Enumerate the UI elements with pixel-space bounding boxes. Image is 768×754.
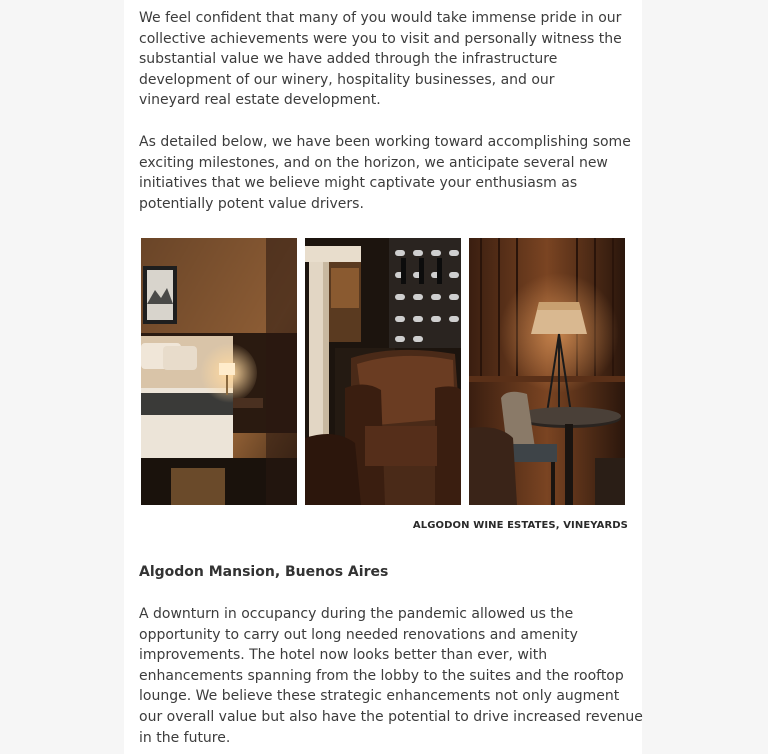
text-line: potentially potent value drivers.	[139, 195, 364, 212]
milestones-paragraph	[139, 132, 631, 214]
text-line: lounge. We believe these strategic enhancements not only augment	[139, 688, 620, 705]
photo-caption: ALGODON WINE ESTATES, VINEYARDS	[412, 520, 628, 531]
text-line: in the future.	[139, 729, 231, 746]
text-line: A downturn in occupancy during the pandemic allowed us the	[139, 606, 574, 622]
section-heading: Algodon Mansion, Buenos Aires	[139, 564, 389, 580]
text-line: opportunity to carry out long needed renovations and amenity	[139, 626, 578, 643]
text-line: substantial value we have added through the infrastructure	[139, 51, 558, 68]
lounge-chair-photo	[305, 238, 461, 505]
mansion-paragraph	[139, 604, 643, 748]
text-line: exciting milestones, and on the horizon, we anticipate several new	[139, 154, 608, 171]
text-line: development of our winery, hospitality businesses, and our	[139, 71, 555, 88]
text-line: collective achievements were you to visit and personally witness the	[139, 30, 622, 47]
lamp-table-photo	[469, 238, 625, 505]
text-line: We feel confident that many of you would take immense pride in our	[139, 10, 622, 26]
text-line: enhancements spanning from the lobby to the suites and the rooftop	[139, 667, 624, 684]
text-line: vineyard real estate development.	[139, 92, 381, 109]
text-line: our overall value but also have the potential to drive increased revenue	[139, 708, 643, 725]
intro-paragraph	[139, 8, 631, 111]
newsletter-page	[124, 0, 642, 754]
text-line: improvements. The hotel now looks better than ever, with	[139, 647, 548, 664]
bedroom-photo	[141, 238, 297, 505]
text-line: As detailed below, we have been working toward accomplishing some	[139, 134, 631, 150]
text-line: initiatives that we believe might captivate your enthusiasm as	[139, 175, 578, 192]
